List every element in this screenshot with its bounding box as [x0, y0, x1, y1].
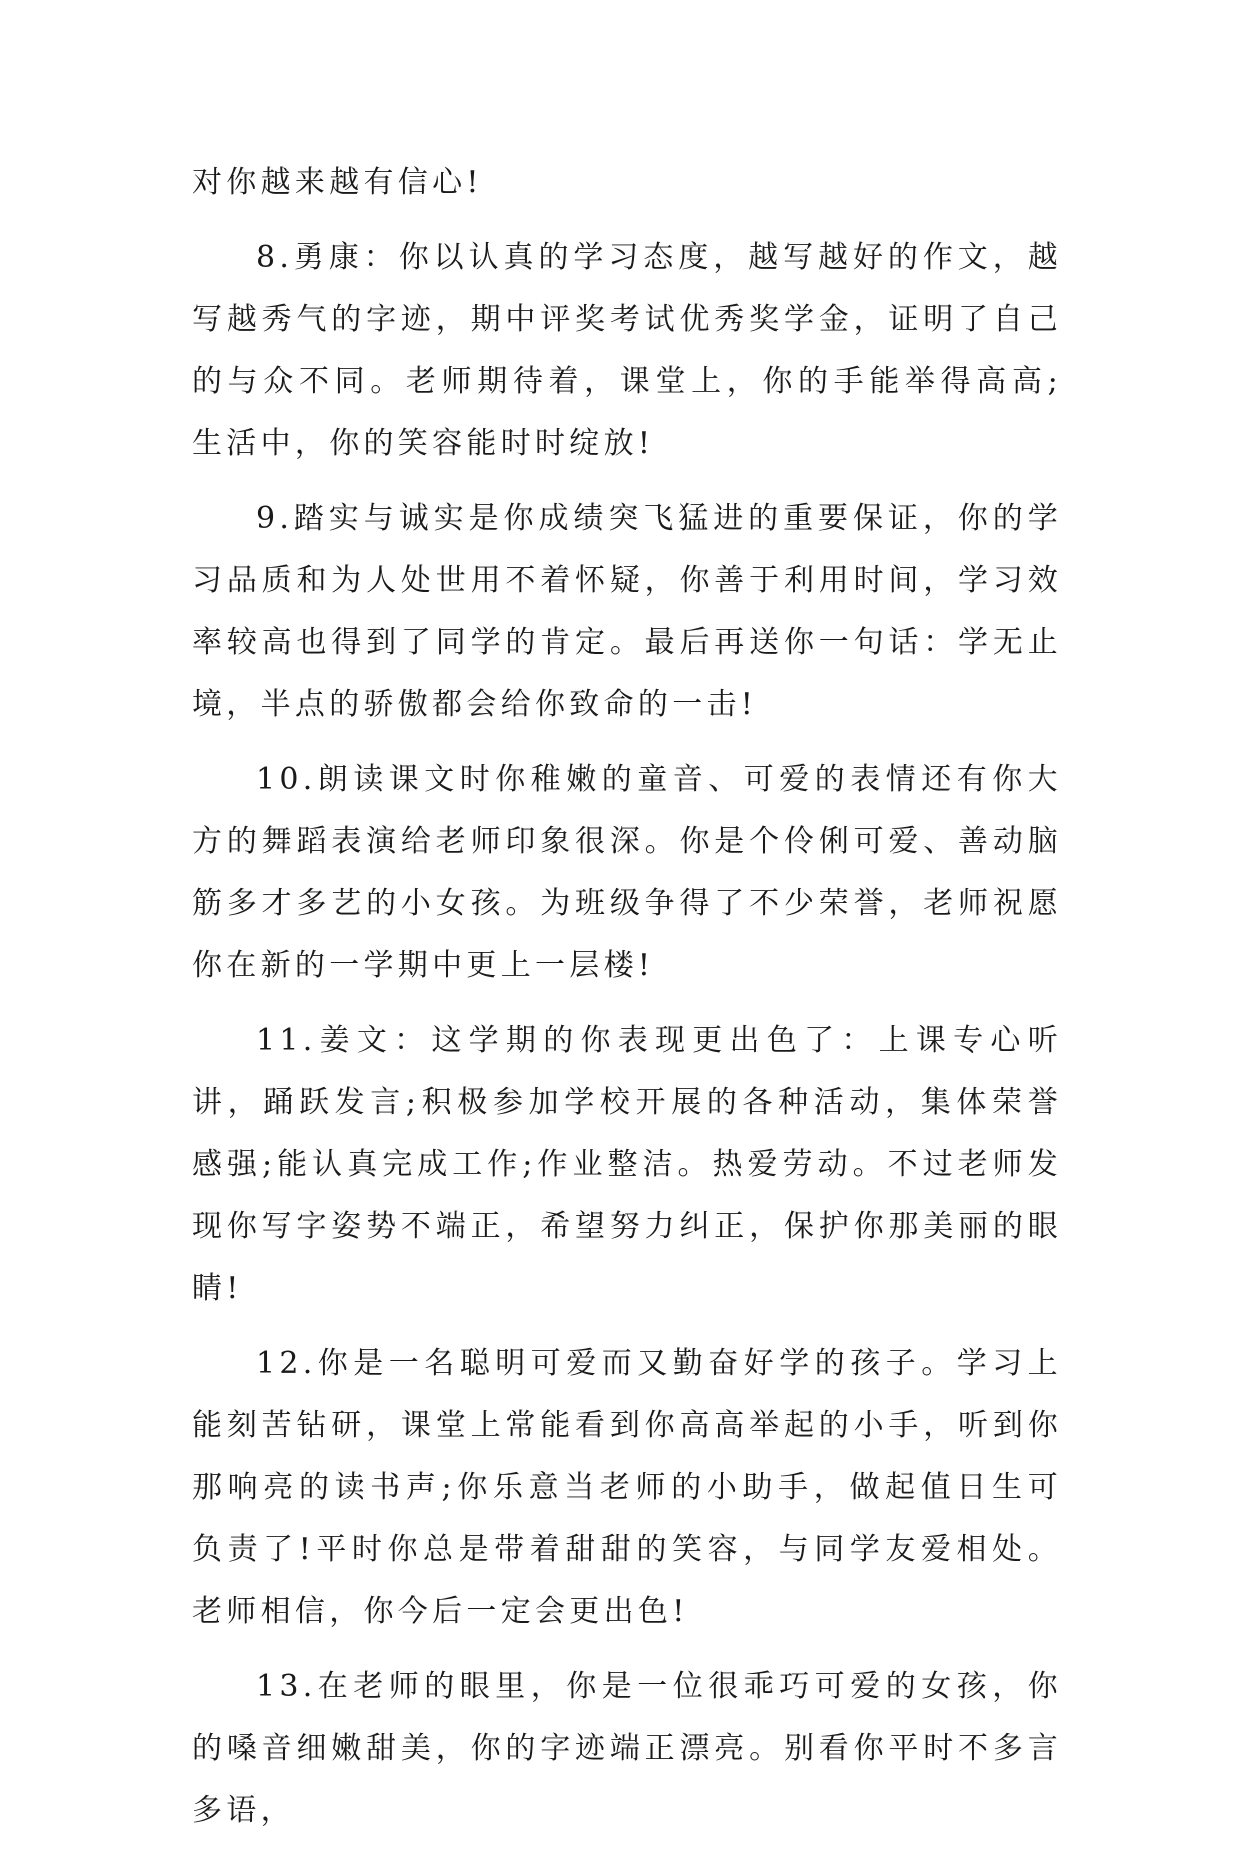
- comment-paragraph-13: 13.在老师的眼里，你是一位很乖巧可爱的女孩，你的嗓音细嫩甜美，你的字迹端正漂亮。别看你平时不多言多语，: [192, 1669, 1062, 1828]
- paragraph-continuation: 对你越来越有信心!: [192, 165, 483, 200]
- comment-paragraph-12: 12.你是一名聪明可爱而又勤奋好学的孩子。学习上能刻苦钻研，课堂上常能看到你高高举起的小手，听到你那响亮的读书声;你乐意当老师的小助手，做起值日生可负责了!平时你总是带着甜甜的笑容，与同学友爱相处。老师相信，你今后一定会更出色!: [192, 1346, 1062, 1629]
- comment-paragraph-10: 10.朗读课文时你稚嫩的童音、可爱的表情还有你大方的舞蹈表演给老师印象很深。你是个伶俐可爱、善动脑筋多才多艺的小女孩。为班级争得了不少荣誉，老师祝愿你在新的一学期中更上一层楼!: [192, 762, 1062, 983]
- document-page: [192, 152, 1062, 1855]
- comment-paragraph-9: 9.踏实与诚实是你成绩突飞猛进的重要保证，你的学习品质和为人处世用不着怀疑，你善于利用时间，学习效率较高也得到了同学的肯定。最后再送你一句话：学无止境，半点的骄傲都会给你致命的一击!: [192, 501, 1062, 722]
- comment-paragraph-8: 8.勇康：你以认真的学习态度，越写越好的作文，越写越秀气的字迹，期中评奖考试优秀奖学金，证明了自己的与众不同。老师期待着，课堂上，你的手能举得高高;生活中，你的笑容能时时绽放!: [192, 240, 1062, 461]
- comment-paragraph-11: 11.姜文：这学期的你表现更出色了：上课专心听讲，踊跃发言;积极参加学校开展的各种活动，集体荣誉感强;能认真完成工作;作业整洁。热爱劳动。不过老师发现你写字姿势不端正，希望努力纠正，保护你那美丽的眼睛!: [192, 1023, 1062, 1306]
